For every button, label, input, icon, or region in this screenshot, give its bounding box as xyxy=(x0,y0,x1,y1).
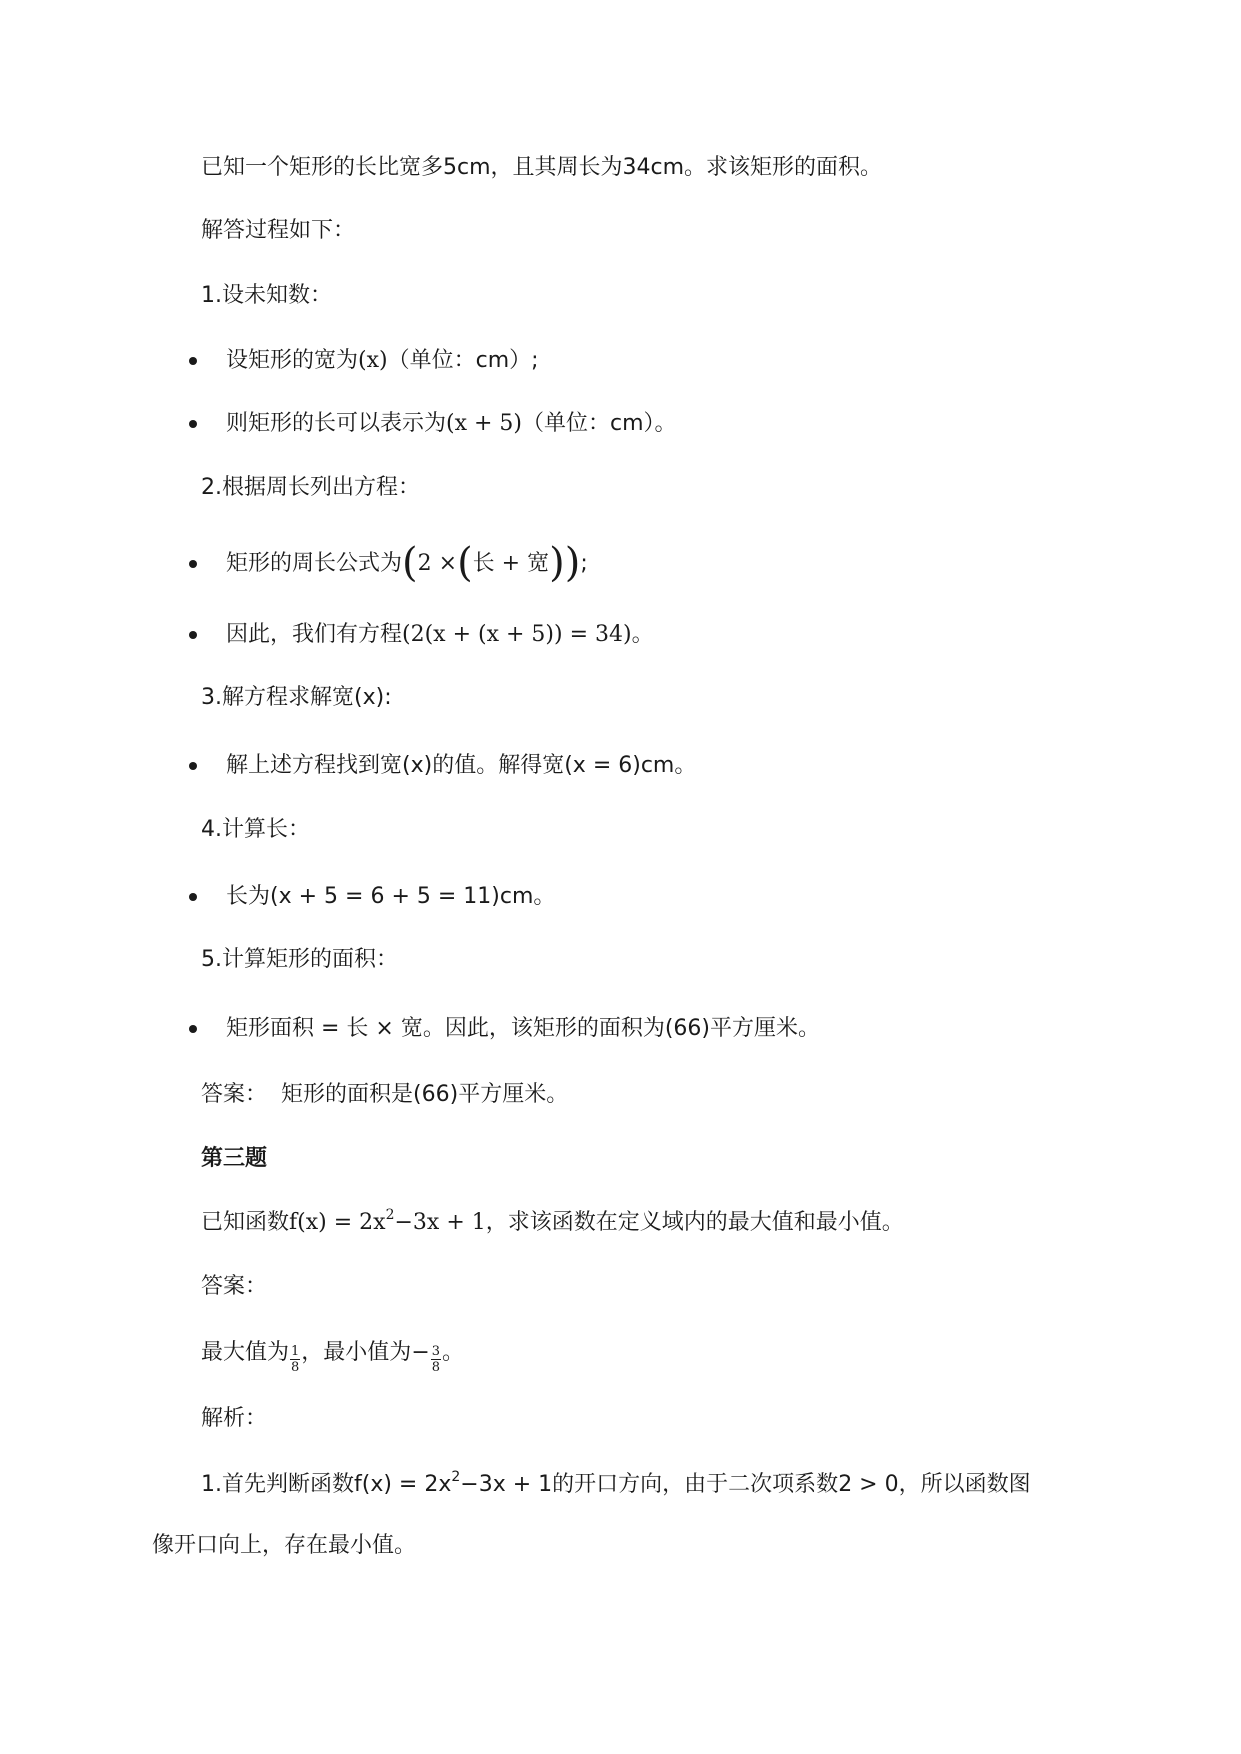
step3-title xyxy=(201,683,392,713)
math-expression: (x) xyxy=(354,685,385,710)
math-expression: (66) xyxy=(413,1082,459,1107)
step1-bullet2 xyxy=(226,409,677,439)
bullet-text: 设矩形的宽为 xyxy=(226,348,359,373)
open-paren-large: ( xyxy=(402,540,418,586)
answer-text: 。 xyxy=(442,1340,465,1365)
bullet-icon xyxy=(189,1025,197,1033)
function-base: f(x) = 2x xyxy=(289,1210,386,1235)
problem3-statement xyxy=(201,1208,904,1238)
fraction-denominator: 8 xyxy=(431,1360,441,1375)
math-expression: (x) xyxy=(402,753,433,778)
fraction-max xyxy=(290,1344,300,1375)
bullet-text: ; xyxy=(580,551,588,576)
problem3-heading: 第三题 xyxy=(201,1146,268,1171)
math-expression: 长 + 宽 xyxy=(472,551,550,576)
bullet-icon xyxy=(189,631,197,639)
function-rest: −3x + 1 xyxy=(394,1210,486,1235)
step4-title: 4.计算长： xyxy=(201,817,310,842)
analysis-text: ，所以函数图 xyxy=(898,1472,1031,1497)
analysis-step1 xyxy=(201,1470,1031,1500)
step2-title: 2.根据周长列出方程： xyxy=(201,475,420,500)
analysis-step1-continued: 像开口向上，存在最小值。 xyxy=(152,1533,417,1558)
bullet-icon xyxy=(189,560,197,568)
math-expression: (x + 5) xyxy=(446,411,523,436)
problem2-statement: 已知一个矩形的长比宽多5cm，且其周长为34cm。求该矩形的面积。 xyxy=(201,155,883,180)
analysis-label: 解析： xyxy=(201,1406,268,1431)
answer-text: 平方厘米。 xyxy=(458,1082,569,1107)
problem2-answer xyxy=(201,1080,568,1110)
math-expression: (x + 5 = 6 + 5 = 11) xyxy=(270,884,500,909)
answer-text: 矩形的面积是 xyxy=(281,1082,414,1107)
open-paren-large: ( xyxy=(457,540,473,586)
bullet-icon xyxy=(189,357,197,365)
bullet-text: 解上述方程找到宽 xyxy=(226,753,403,778)
fraction-min xyxy=(431,1344,441,1375)
bullet-text: 平方厘米。 xyxy=(710,1016,821,1041)
step-title-text: 3.解方程求解宽 xyxy=(201,685,354,710)
step3-bullet1 xyxy=(226,751,696,781)
bullet-text: 。 xyxy=(631,622,654,647)
math-expression: (2(x + (x + 5)) = 34) xyxy=(402,622,632,647)
function-rest: −3x + 1 xyxy=(460,1472,553,1497)
step-title-text: : xyxy=(384,685,392,710)
math-expression: (x = 6) xyxy=(564,753,641,778)
analysis-text: 1.首先判断函数 xyxy=(201,1472,354,1497)
step1-title: 1.设未知数： xyxy=(201,283,332,308)
bullet-icon xyxy=(189,762,197,770)
bullet-text: 因此，我们有方程 xyxy=(226,622,403,647)
problem3-answer-label: 答案： xyxy=(201,1274,268,1299)
answer-text: 最大值为 xyxy=(201,1340,290,1365)
problem3-answer xyxy=(201,1338,464,1375)
fraction-numerator: 3 xyxy=(431,1344,441,1359)
step2-bullet2 xyxy=(226,620,654,650)
bullet-text: （单位：cm）。 xyxy=(522,411,677,436)
bullet-text: （单位：cm）; xyxy=(387,348,539,373)
fraction-numerator: 1 xyxy=(291,1344,300,1359)
function-expression xyxy=(289,1207,486,1235)
step1-bullet1 xyxy=(226,346,539,376)
math-expression: (66) xyxy=(664,1016,711,1041)
step4-bullet1 xyxy=(226,882,555,912)
math-expression: 2 > 0 xyxy=(838,1472,899,1497)
function-expression xyxy=(354,1469,553,1497)
exponent: 2 xyxy=(385,1207,395,1223)
bullet-text: cm。 xyxy=(640,753,697,778)
exponent: 2 xyxy=(451,1469,461,1485)
answer-text: ，最小值为 xyxy=(301,1340,412,1365)
math-expression: (x) xyxy=(358,348,388,373)
bullet-text: 长为 xyxy=(226,884,271,909)
function-base: f(x) = 2x xyxy=(354,1472,452,1497)
step5-title: 5.计算矩形的面积： xyxy=(201,947,398,972)
fraction-denominator: 8 xyxy=(291,1360,300,1375)
step2-bullet1 xyxy=(226,540,588,586)
bullet-icon xyxy=(189,420,197,428)
answer-label: 答案： xyxy=(201,1082,268,1107)
bullet-text: 矩形的周长公式为 xyxy=(226,551,403,576)
analysis-text: 的开口方向，由于二次项系数 xyxy=(552,1472,839,1497)
math-expression: 2 × xyxy=(417,551,458,576)
bullet-text: cm。 xyxy=(499,884,556,909)
step5-bullet1 xyxy=(226,1014,820,1044)
solution-intro: 解答过程如下： xyxy=(201,218,356,243)
statement-text: ，求该函数在定义域内的最大值和最小值。 xyxy=(485,1210,904,1235)
close-paren-large: )) xyxy=(549,540,581,586)
statement-text: 已知函数 xyxy=(201,1210,290,1235)
bullet-icon xyxy=(189,893,197,901)
bullet-text: 的值。解得宽 xyxy=(432,753,565,778)
bullet-text: 则矩形的长可以表示为 xyxy=(226,411,447,436)
bullet-text: 矩形面积 = 长 × 宽。因此，该矩形的面积为 xyxy=(226,1016,665,1041)
minus-sign: − xyxy=(411,1340,430,1365)
